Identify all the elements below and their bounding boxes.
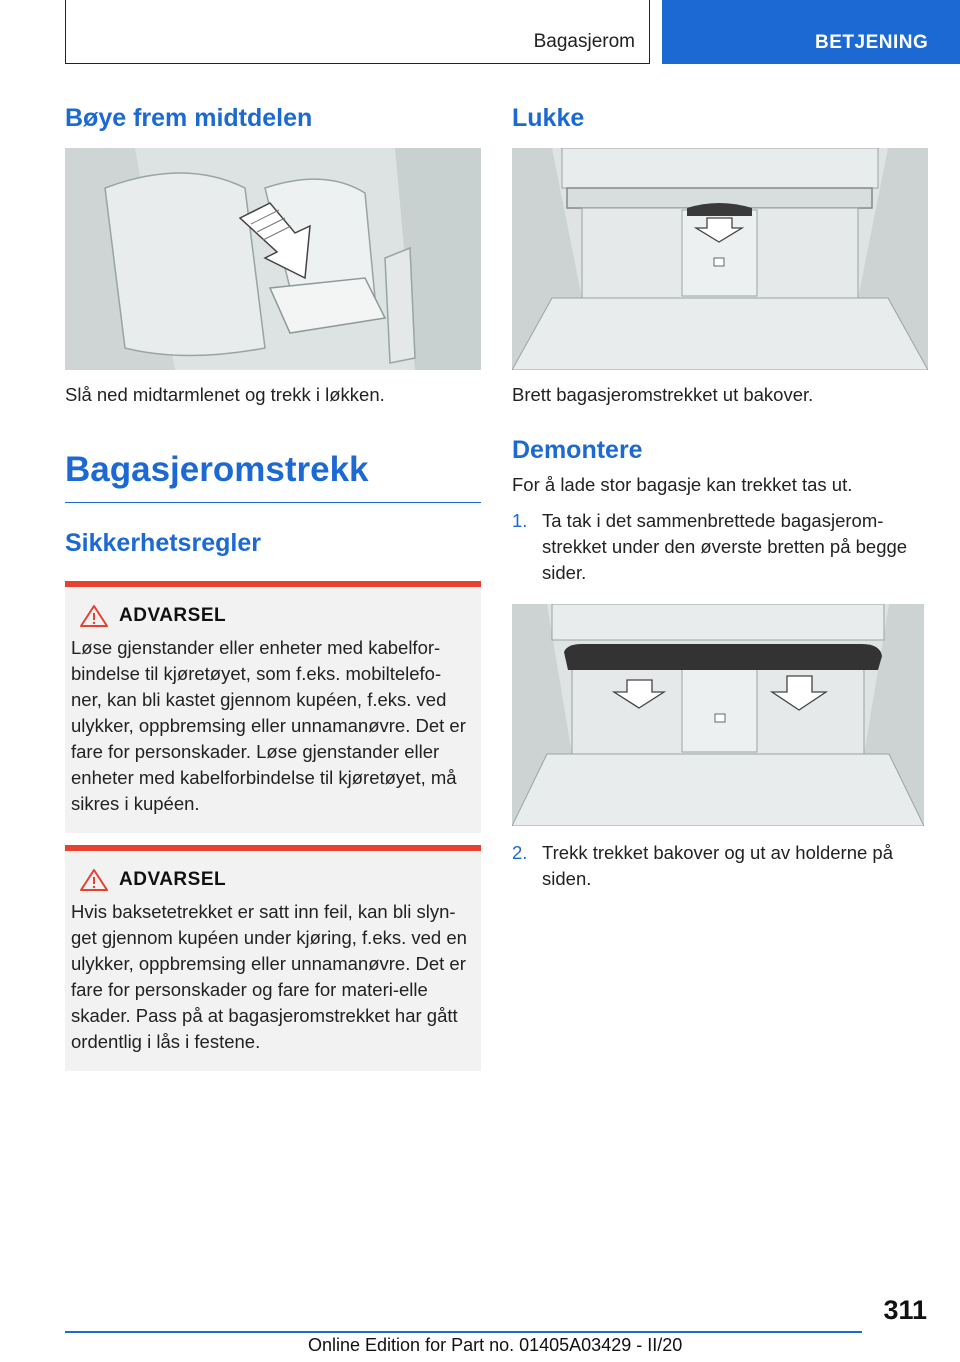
trunk-cover-remove-illustration xyxy=(512,604,924,826)
remove-intro: For å lade stor bagasje kan trekket tas ut. xyxy=(512,474,853,495)
page-number: 311 xyxy=(883,1295,927,1325)
step-item xyxy=(512,840,928,892)
heading-remove: Demontere xyxy=(512,436,643,464)
heading-close: Lukke xyxy=(512,104,585,132)
figure-cover-remove xyxy=(512,604,924,826)
warning-box-1 xyxy=(65,581,481,833)
remove-steps-continued xyxy=(512,840,928,892)
figure-cover-unfold xyxy=(512,148,928,370)
warning-header xyxy=(71,867,471,893)
left-column xyxy=(65,100,481,1071)
warning-box-2 xyxy=(65,845,481,1071)
heading-fold-center: Bøye frem midtdelen xyxy=(65,104,313,132)
step-item xyxy=(512,508,928,586)
warning-body: Løse gjenstander eller enheter med kabelfor-bindelse til kjøretøyet, som f.eks. mobiltelefo-ner, kan bli kastet gjennom kupéen, f.eks. ved ulykker, oppbremsing eller unnamanøvre. Det er fare for personskader. Løse gjenstander eller enheter med kabelforbindelse til kjøretøyet, må sikres i kupéen. xyxy=(71,637,466,814)
header-chapter-label: BETJENING xyxy=(815,32,929,53)
step-number: 2. xyxy=(512,842,528,863)
heading-safety-rules: Sikkerhetsregler xyxy=(65,529,261,557)
step-text: Ta tak i det sammenbrettede bagasjerom-strekket under den øverste bretten på begge sider. xyxy=(542,510,908,583)
warning-title: ADVARSEL xyxy=(119,869,227,890)
header-box xyxy=(65,0,650,64)
header-section-title: Bagasjerom xyxy=(533,31,635,52)
footer-edition: Online Edition for Part no. 01405A03429 - II/20 xyxy=(308,1335,683,1355)
trunk-cover-illustration xyxy=(512,148,928,370)
caption-fold-center: Slå ned midtarmlenet og trekk i løkken. xyxy=(65,384,385,405)
figure-rear-seat-armrest xyxy=(65,148,481,370)
warning-title: ADVARSEL xyxy=(119,605,227,626)
warning-triangle-icon xyxy=(77,604,111,628)
right-column xyxy=(512,100,928,892)
warning-triangle-icon xyxy=(77,868,111,892)
header-chapter-tab[interactable] xyxy=(662,0,960,64)
rear-seat-illustration xyxy=(65,148,481,370)
warning-body: Hvis baksetetrekket er satt inn feil, kan bli slyn-get gjennom kupéen under kjøring, f.eks. ved en ulykker, oppbremsing eller unnamanøvre. Det er fare for personskader og fare for materi-elle skader. Pass på at bagasjeromstrekket har gått ordentlig i lås i festene. xyxy=(71,901,467,1052)
step-text: Trekk trekket bakover og ut av holderne på siden. xyxy=(542,842,894,889)
remove-steps xyxy=(512,508,928,586)
footer-divider xyxy=(65,1331,862,1333)
warning-header xyxy=(71,603,471,629)
step-number: 1. xyxy=(512,510,528,531)
heading-luggage-cover: Bagasjeromstrekk xyxy=(65,448,481,503)
caption-close: Brett bagasjeromstrekket ut bakover. xyxy=(512,384,814,405)
